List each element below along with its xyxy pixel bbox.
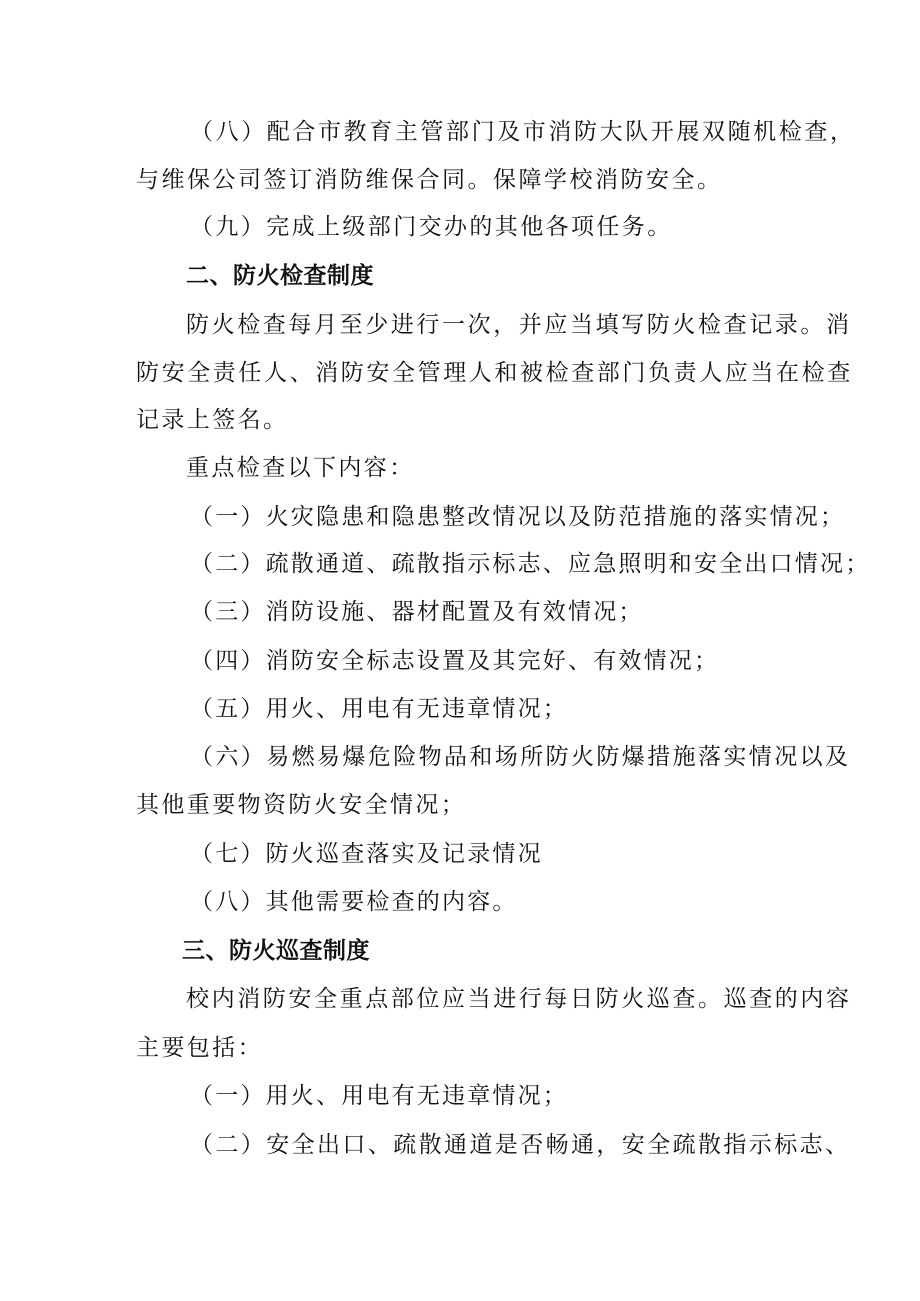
list-item: （四）消防安全标志设置及其完好、有效情况； (190, 648, 720, 674)
list-item: （五）用火、用电有无违章情况； (190, 696, 568, 722)
paragraph-line: 校内消防安全重点部位应当进行每日防火巡查。巡查的内容 (186, 986, 852, 1012)
list-item: 其他重要物资防火安全情况； (136, 792, 467, 818)
list-item: （三）消防设施、器材配置及有效情况； (190, 599, 644, 625)
list-item: （一）火灾隐患和隐患整改情况以及防范措施的落实情况； (190, 504, 846, 530)
list-item: （八）其他需要检查的内容。 (190, 889, 518, 915)
paragraph-line: 防火检查每月至少进行一次，并应当填写防火检查记录。消 (186, 312, 852, 338)
list-item: （二）安全出口、疏散通道是否畅通，安全疏散指示标志、 (190, 1132, 851, 1158)
section-heading: 三、防火巡查制度 (182, 938, 370, 964)
paragraph-line: 重点检查以下内容： (186, 455, 415, 481)
list-item: （六）易燃易爆危险物品和场所防火防爆措施落实情况以及 (190, 744, 851, 770)
paragraph-line: 记录上签名。 (136, 407, 289, 433)
paragraph-line: （九）完成上级部门交办的其他各项任务。 (190, 214, 673, 240)
paragraph-line: 防安全责任人、消防安全管理人和被检查部门负责人应当在检查 (136, 360, 853, 386)
list-item: （二）疏散通道、疏散指示标志、应急照明和安全出口情况； (190, 551, 871, 577)
paragraph-line: 与维保公司签订消防维保合同。保障学校消防安全。 (136, 167, 723, 193)
paragraph-line: 主要包括： (136, 1035, 263, 1061)
paragraph-line: （八）配合市教育主管部门及市消防大队开展双随机检查， (190, 119, 856, 145)
list-item: （一）用火、用电有无违章情况； (190, 1083, 568, 1109)
list-item: （七）防火巡查落实及记录情况 (190, 841, 543, 867)
section-heading: 二、防火检查制度 (186, 263, 374, 289)
